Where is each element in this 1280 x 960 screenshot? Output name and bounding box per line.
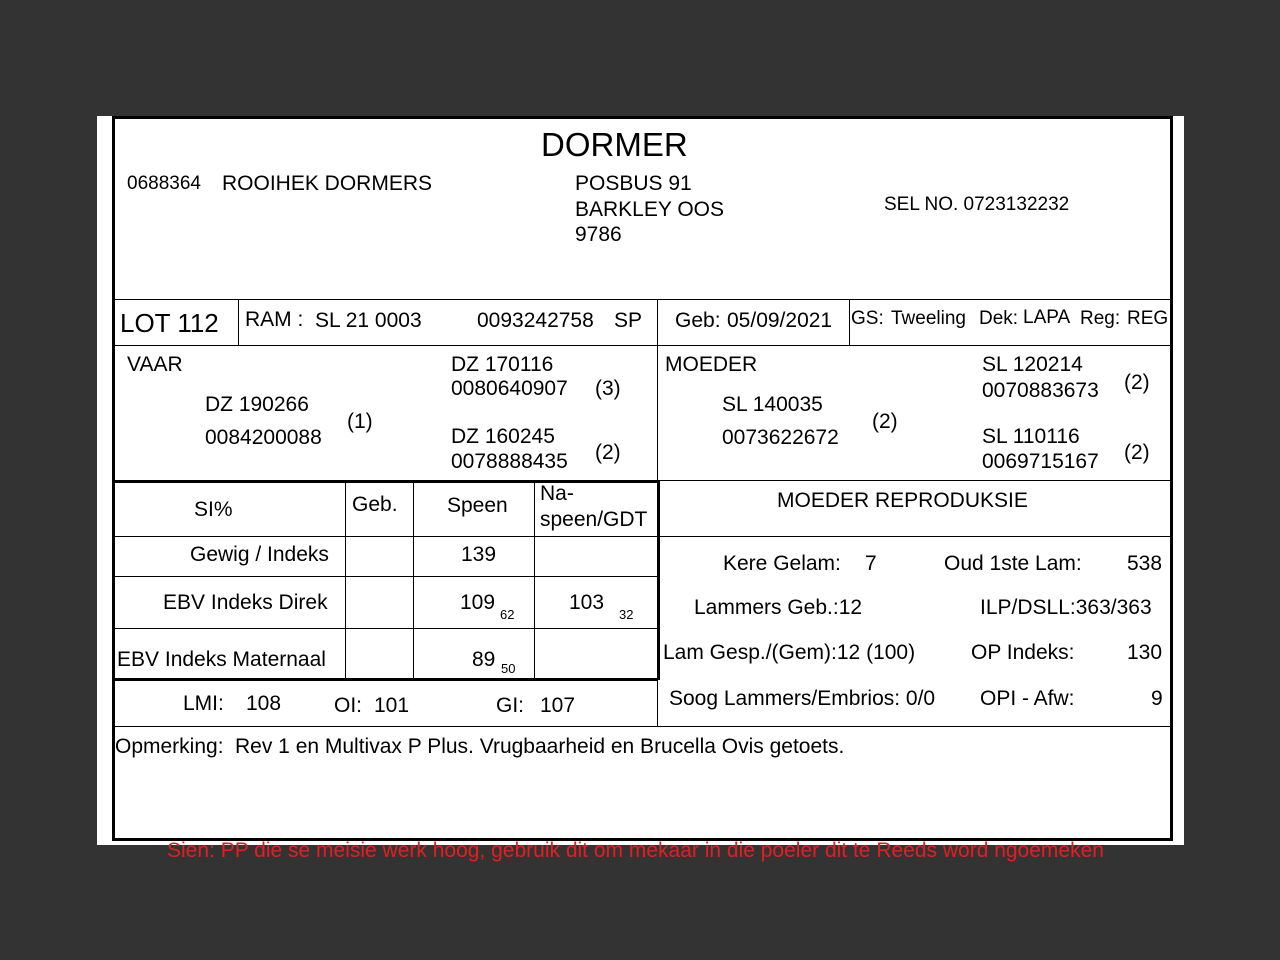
reg-value: REG [1127,308,1169,329]
sire-count: (1) [347,410,373,433]
gs-label: GS: [851,308,884,329]
birth-date: 05/09/2021 [727,309,833,332]
si-header-naspeen-2: speen/GDT [540,508,648,531]
dams-dam-number: 0069715167 [982,450,1099,473]
si-row-line-2 [112,628,657,629]
lambings-value: 7 [865,552,877,575]
si-header-line [112,536,1172,537]
first-lamb-age-value: 538 [1127,552,1163,575]
first-lamb-age-label: Oud 1ste Lam: [944,552,1082,575]
op-index-label: OP Indeks: [971,641,1075,664]
remarks-label: Opmerking: [115,735,224,758]
oi-value: 101 [374,694,410,717]
reproduction-title: MOEDER REPRODUKSIE [777,489,1028,512]
row-ebv-maternal-speen-accuracy: 50 [501,661,516,676]
ilp-dsll: ILP/DSLL:363/363 [980,596,1152,619]
row-ebv-direct-naspeen: 103 [569,591,605,614]
sires-dam-count: (2) [595,441,621,464]
sires-sire-count: (3) [595,377,621,400]
index-row-bottom [112,726,1172,727]
si-table-right-border [657,480,660,680]
owner-code: 0688364 [127,173,201,194]
reg-label: Reg: [1080,308,1121,329]
gi-value: 107 [540,694,576,717]
lot-divider-2 [657,299,658,345]
dams-sire-count: (2) [1124,371,1150,394]
row-ebv-direct-speen: 109 [460,591,496,614]
row-ebv-direct-naspeen-accuracy: 32 [619,607,634,622]
si-header-si: SI% [194,498,233,521]
si-col-divider-3 [534,480,535,680]
owner-name: ROOIHEK DORMERS [222,172,433,195]
suckled-lambs-embryos: Soog Lammers/Embrios: 0/0 [669,687,936,710]
ram-reg-number: 0093242758 [477,309,594,332]
lambs-born: Lammers Geb.:12 [694,596,863,619]
lambings-label: Kere Gelam: [723,552,841,575]
lot-row-top-line [112,299,1172,300]
index-row-divider [657,680,658,726]
sire-number: 0084200088 [205,426,322,449]
frame-top [112,116,1173,119]
sire-id: DZ 190266 [205,393,309,416]
si-row-line-1 [112,576,657,577]
row-ebv-maternal-speen: 89 [472,648,496,671]
gs-value: Tweeling [891,308,966,329]
lambs-weaned: Lam Gesp./(Gem):12 (100) [663,641,916,664]
dam-number: 0073622672 [722,426,839,449]
row-weight-index-speen: 139 [461,543,497,566]
opi-deviation-label: OPI - Afw: [980,687,1075,710]
dek-value: LAPA [1023,307,1071,328]
si-header-geb: Geb. [352,493,398,516]
frame-right [1170,116,1173,840]
dam-id: SL 140035 [722,393,823,416]
address-line-1: POSBUS 91 [575,172,692,195]
cell-number: SEL NO. 0723132232 [884,194,1070,215]
breed-title: DORMER [541,126,688,163]
op-index-value: 130 [1127,641,1163,664]
row-ebv-direct-speen-accuracy: 62 [500,607,515,622]
row-weight-index-label: Gewig / Indeks [190,543,329,566]
lmi-label: LMI: [183,692,224,715]
lot-divider-3 [849,299,850,345]
sires-dam-id: DZ 160245 [451,425,555,448]
ram-id: SL 21 0003 [315,309,422,332]
ram-label: RAM : [245,308,304,331]
dams-sire-number: 0070883673 [982,379,1099,402]
birth-label: Geb: [675,309,721,332]
oi-label: OI: [334,694,363,717]
si-header-speen: Speen [447,494,508,517]
pedigree-bottom-left [112,480,657,483]
lot-row-bottom-line [112,345,1172,346]
sires-sire-number: 0080640907 [451,377,568,400]
sires-dam-number: 0078888435 [451,450,568,473]
lmi-value: 108 [246,692,282,715]
lot-divider-1 [238,299,239,345]
frame-left [112,116,115,840]
dams-sire-id: SL 120214 [982,353,1083,376]
dek-label: Dek: [979,308,1019,329]
pedigree-divider [657,345,658,480]
address-line-2: BARKLEY OOS [575,198,725,221]
row-ebv-direct-label: EBV Indeks Direk [163,591,328,614]
dams-dam-id: SL 110116 [982,425,1080,448]
pedigree-bottom-right [657,480,1172,481]
si-table-bottom [112,678,657,681]
si-col-divider-2 [413,480,414,680]
gi-label: GI: [496,694,525,717]
footer-red-text: Sien: PP die se meisie werk hoog, gebruik dit om mekaar in die poeler dit te Reeds word ngoemeken [167,839,1104,862]
address-line-3: 9786 [575,223,622,246]
opi-deviation-value: 9 [1151,687,1163,710]
si-col-divider-1 [345,480,346,680]
sires-sire-id: DZ 170116 [451,353,554,376]
ram-status: SP [614,309,643,332]
row-ebv-maternal-label: EBV Indeks Maternaal [117,648,326,671]
lot-number: LOT 112 [120,308,219,338]
remarks-text: Rev 1 en Multivax P Plus. Vrugbaarheid en Brucella Ovis getoets. [235,735,845,758]
dam-count: (2) [872,410,898,433]
dams-dam-count: (2) [1124,441,1150,464]
auction-lot-card [97,116,1184,862]
sire-label: VAAR [127,353,183,376]
si-header-naspeen-1: Na- [540,482,574,505]
dam-label: MOEDER [665,353,758,376]
